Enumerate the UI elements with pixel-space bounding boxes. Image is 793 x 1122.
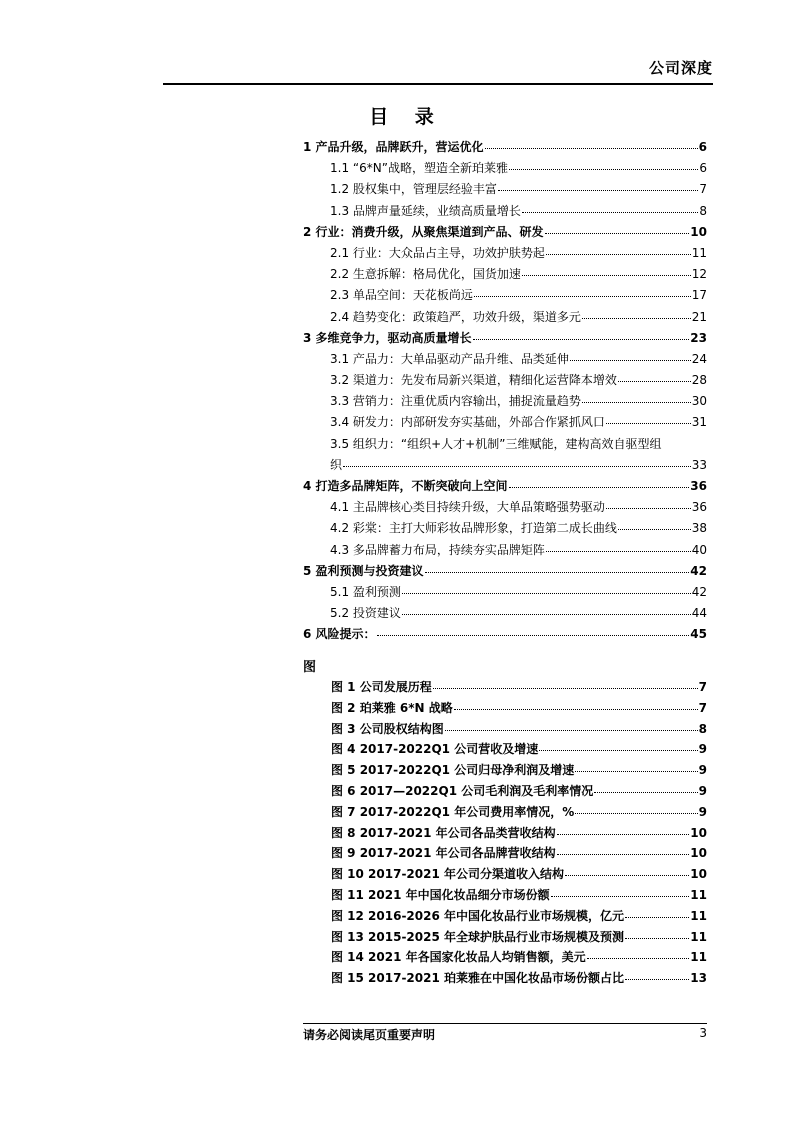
figure-entry-page: 9 xyxy=(698,763,707,778)
leader-dots xyxy=(343,465,691,467)
leader-dots xyxy=(625,937,689,939)
leader-dots xyxy=(545,232,690,234)
footer-rule xyxy=(303,1023,707,1024)
figure-entry-page: 7 xyxy=(698,680,707,694)
leader-dots xyxy=(565,874,689,876)
toc-section[interactable] xyxy=(303,540,707,561)
figure-list xyxy=(331,677,707,989)
toc-entry-page: 38 xyxy=(691,521,707,536)
leader-dots xyxy=(402,613,691,615)
figure-entry[interactable] xyxy=(331,906,707,927)
figure-entry-label: 图 15 2017-2021 珀莱雅在中国化妆品市场份额占比 xyxy=(331,971,625,986)
toc-chapter[interactable] xyxy=(303,328,707,349)
toc-section[interactable] xyxy=(303,285,707,306)
toc-entry-page: 24 xyxy=(691,351,707,366)
toc-entry-label: 2.1 行业：大众品占主导，功效护肤势起 xyxy=(330,245,545,260)
leader-dots xyxy=(546,253,691,255)
figure-entry-label: 图 2 珀莱雅 6*N 战略 xyxy=(331,700,453,715)
toc-section[interactable] xyxy=(303,158,707,179)
figure-entry-page: 11 xyxy=(690,908,707,923)
toc-section[interactable] xyxy=(303,391,707,412)
toc-section[interactable] xyxy=(303,243,707,264)
toc-entry-page: 6 xyxy=(698,140,707,154)
toc-entry-label: 6 风险提示： xyxy=(303,627,376,642)
leader-dots xyxy=(402,592,691,594)
leader-dots xyxy=(625,978,689,980)
toc-chapter[interactable] xyxy=(303,624,707,645)
figure-entry-label: 图 4 2017-2022Q1 公司营收及增速 xyxy=(331,742,539,757)
figure-entry[interactable] xyxy=(331,698,707,719)
toc-entry-page: 30 xyxy=(691,394,707,409)
toc-section[interactable] xyxy=(303,264,707,285)
toc-section[interactable] xyxy=(303,349,707,370)
leader-dots xyxy=(557,833,690,835)
toc-entry-label: 2.3 单品空间：天花板尚远 xyxy=(330,288,473,303)
figure-entry-label: 图 12 2016-2026 年中国化妆品行业市场规模，亿元 xyxy=(331,908,625,923)
toc-entry-page: 12 xyxy=(691,267,707,282)
toc-entry-label: 1.2 股权集中，管理层经验丰富 xyxy=(330,182,497,197)
leader-dots xyxy=(606,507,691,509)
toc-entry-label: 4.3 多品牌蓄力布局，持续夯实品牌矩阵 xyxy=(330,542,545,557)
toc-entry-label: 2 行业：消费升级，从聚焦渠道到产品、研发 xyxy=(303,224,544,239)
figure-entry[interactable] xyxy=(331,947,707,968)
leader-dots xyxy=(509,168,698,170)
toc-entry-label: 5 盈利预测与投资建议 xyxy=(303,563,424,578)
leader-dots xyxy=(575,770,697,772)
page-number: 3 xyxy=(699,1026,707,1040)
figure-entry-page: 11 xyxy=(690,929,707,944)
figure-entry[interactable] xyxy=(331,760,707,781)
toc-section[interactable] xyxy=(303,307,707,328)
figure-entry[interactable] xyxy=(331,677,707,698)
toc-chapter[interactable] xyxy=(303,222,707,243)
figure-entry[interactable] xyxy=(331,802,707,823)
toc-entry-label: 3.5 组织力：“组织+人才+机制”三维赋能，建构高效自驱型组 xyxy=(330,436,662,451)
toc-section[interactable] xyxy=(303,201,707,222)
leader-dots xyxy=(474,295,691,297)
leader-dots xyxy=(575,812,697,814)
toc-entry-page: 42 xyxy=(690,563,707,578)
toc-entry-page: 23 xyxy=(690,330,707,345)
leader-dots xyxy=(433,687,698,689)
figure-entry-page: 13 xyxy=(690,971,707,986)
leader-dots xyxy=(425,571,690,573)
figure-entry[interactable] xyxy=(331,823,707,844)
toc-entry-label: 2.4 趋势变化：政策趋严，功效升级，渠道多元 xyxy=(330,309,581,324)
toc-entry-label-continued: 织 xyxy=(330,457,343,472)
toc-entry-label: 3.2 渠道力：先发布局新兴渠道，精细化运营降本增效 xyxy=(330,373,617,388)
leader-dots xyxy=(625,916,689,918)
leader-dots xyxy=(509,486,690,488)
figure-entry-label: 图 11 2021 年中国化妆品细分市场份额 xyxy=(331,887,550,902)
toc-entry-page: 8 xyxy=(699,203,707,218)
leader-dots xyxy=(618,528,691,530)
figure-entry-page: 10 xyxy=(690,846,707,861)
figure-entry-label: 图 10 2017-2021 年公司分渠道收入结构 xyxy=(331,867,565,882)
figure-entry[interactable] xyxy=(331,864,707,885)
toc-section[interactable] xyxy=(303,582,707,603)
toc-chapter[interactable] xyxy=(303,561,707,582)
toc-entry-continued[interactable] xyxy=(303,455,707,476)
toc-entry-page: 31 xyxy=(691,415,707,430)
leader-dots xyxy=(557,853,690,855)
footer-disclaimer: 请务必阅读尾页重要声明 xyxy=(303,1028,436,1042)
toc-entry-label: 3 多维竞争力，驱动高质量增长 xyxy=(303,330,472,345)
leader-dots xyxy=(522,211,698,213)
leader-dots xyxy=(498,189,698,191)
leader-dots xyxy=(618,380,691,382)
figure-entry-page: 9 xyxy=(698,804,707,819)
toc-entry-page: 7 xyxy=(699,182,707,197)
toc-list xyxy=(303,137,707,646)
toc-entry-page: 45 xyxy=(690,627,707,642)
toc-section[interactable] xyxy=(303,603,707,624)
leader-dots xyxy=(539,749,697,751)
toc-entry-page: 21 xyxy=(691,309,707,324)
toc-entry-page: 6 xyxy=(699,161,707,176)
figure-entry-page: 7 xyxy=(698,700,707,715)
figure-entry-label: 图 8 2017-2021 年公司各品类营收结构 xyxy=(331,825,556,840)
leader-dots xyxy=(377,634,690,636)
figure-entry[interactable] xyxy=(331,739,707,760)
toc-entry-page: 42 xyxy=(691,584,707,599)
figure-entry-label: 图 7 2017-2022Q1 年公司费用率情况，% xyxy=(331,804,575,819)
toc-entry-page: 10 xyxy=(690,224,707,239)
figure-entry-label: 图 14 2021 年各国家化妆品人均销售额，美元 xyxy=(331,950,586,965)
toc-entry-label: 1 产品升级，品牌跃升，营运优化 xyxy=(303,140,484,154)
toc-entry-label: 5.2 投资建议 xyxy=(330,606,401,621)
leader-dots xyxy=(546,550,691,552)
toc-entry-label: 3.3 营销力：注重优质内容输出，捕捉流量趋势 xyxy=(330,394,581,409)
figure-entry-page: 11 xyxy=(690,950,707,965)
toc-entry-page: 28 xyxy=(691,373,707,388)
figure-entry-label: 图 1 公司发展历程 xyxy=(331,680,432,694)
toc-section[interactable] xyxy=(303,497,707,518)
toc-entry-label: 1.1 “6*N”战略，塑造全新珀莱雅 xyxy=(330,161,508,176)
toc-entry-page: 17 xyxy=(691,288,707,303)
toc-chapter[interactable] xyxy=(303,137,707,158)
header-rule xyxy=(163,83,713,85)
leader-dots xyxy=(551,895,690,897)
figure-entry-page: 11 xyxy=(690,887,707,902)
figure-entry-label: 图 13 2015-2025 年全球护肤品行业市场规模及预测 xyxy=(331,929,625,944)
figure-entry-page: 10 xyxy=(690,825,707,840)
toc-entry-label: 5.1 盈利预测 xyxy=(330,584,401,599)
figure-entry-page: 9 xyxy=(698,742,707,757)
leader-dots xyxy=(473,338,690,340)
toc-entry-label: 4 打造多品牌矩阵，不断突破向上空间 xyxy=(303,479,508,493)
toc-entry-label: 1.3 品牌声量延续，业绩高质量增长 xyxy=(330,203,521,218)
figure-entry[interactable] xyxy=(331,719,707,740)
toc-entry-label: 3.4 研发力：内部研发夯实基础，外部合作紧抓风口 xyxy=(330,415,605,430)
figure-entry[interactable] xyxy=(331,781,707,802)
leader-dots xyxy=(606,422,691,424)
figure-entry-label: 图 9 2017-2021 年公司各品牌营收结构 xyxy=(331,846,556,861)
leader-dots xyxy=(587,957,690,959)
toc-entry-label: 4.2 彩棠：主打大师彩妆品牌形象，打造第二成长曲线 xyxy=(330,521,617,536)
leader-dots xyxy=(594,791,697,793)
toc-entry[interactable] xyxy=(303,434,707,455)
toc-entry-label: 2.2 生意拆解：格局优化，国货加速 xyxy=(330,267,521,282)
leader-dots xyxy=(454,708,698,710)
toc-entry-label: 3.1 产品力：大单品驱动产品升维、品类延伸 xyxy=(330,351,569,366)
toc-section[interactable] xyxy=(303,179,707,200)
figure-entry-page: 9 xyxy=(698,783,707,798)
figure-entry[interactable] xyxy=(331,927,707,948)
toc-entry-page: 11 xyxy=(691,245,707,260)
toc-section[interactable] xyxy=(303,412,707,433)
figure-entry-page: 8 xyxy=(698,721,707,736)
toc-entry-page: 44 xyxy=(691,606,707,621)
toc-entry-page: 33 xyxy=(691,457,707,472)
toc-chapter[interactable] xyxy=(303,476,707,497)
figure-entry-page: 10 xyxy=(690,867,707,882)
toc-section[interactable] xyxy=(303,518,707,539)
toc-entry-page: 36 xyxy=(691,500,707,515)
toc-title: 目 录 xyxy=(369,106,444,128)
figure-entry[interactable] xyxy=(331,968,707,989)
figure-entry[interactable] xyxy=(331,843,707,864)
leader-dots xyxy=(485,147,698,149)
figure-entry-label: 图 3 公司股权结构图 xyxy=(331,721,444,736)
leader-dots xyxy=(582,317,691,319)
report-type-label: 公司深度 xyxy=(648,59,713,77)
leader-dots xyxy=(522,274,691,276)
toc-section[interactable] xyxy=(303,370,707,391)
figure-entry-label: 图 6 2017—2022Q1 公司毛利润及毛利率情况 xyxy=(331,783,594,798)
toc-entry-label: 4.1 主品牌核心类目持续升级，大单品策略强势驱动 xyxy=(330,500,605,515)
leader-dots xyxy=(582,401,691,403)
toc-entry-page: 40 xyxy=(691,542,707,557)
figure-entry-label: 图 5 2017-2022Q1 公司归母净利润及增速 xyxy=(331,763,575,778)
leader-dots xyxy=(445,729,698,731)
figure-list-heading: 图 xyxy=(303,660,317,675)
toc-entry-page: 36 xyxy=(690,479,707,493)
leader-dots xyxy=(570,359,691,361)
figure-entry[interactable] xyxy=(331,885,707,906)
